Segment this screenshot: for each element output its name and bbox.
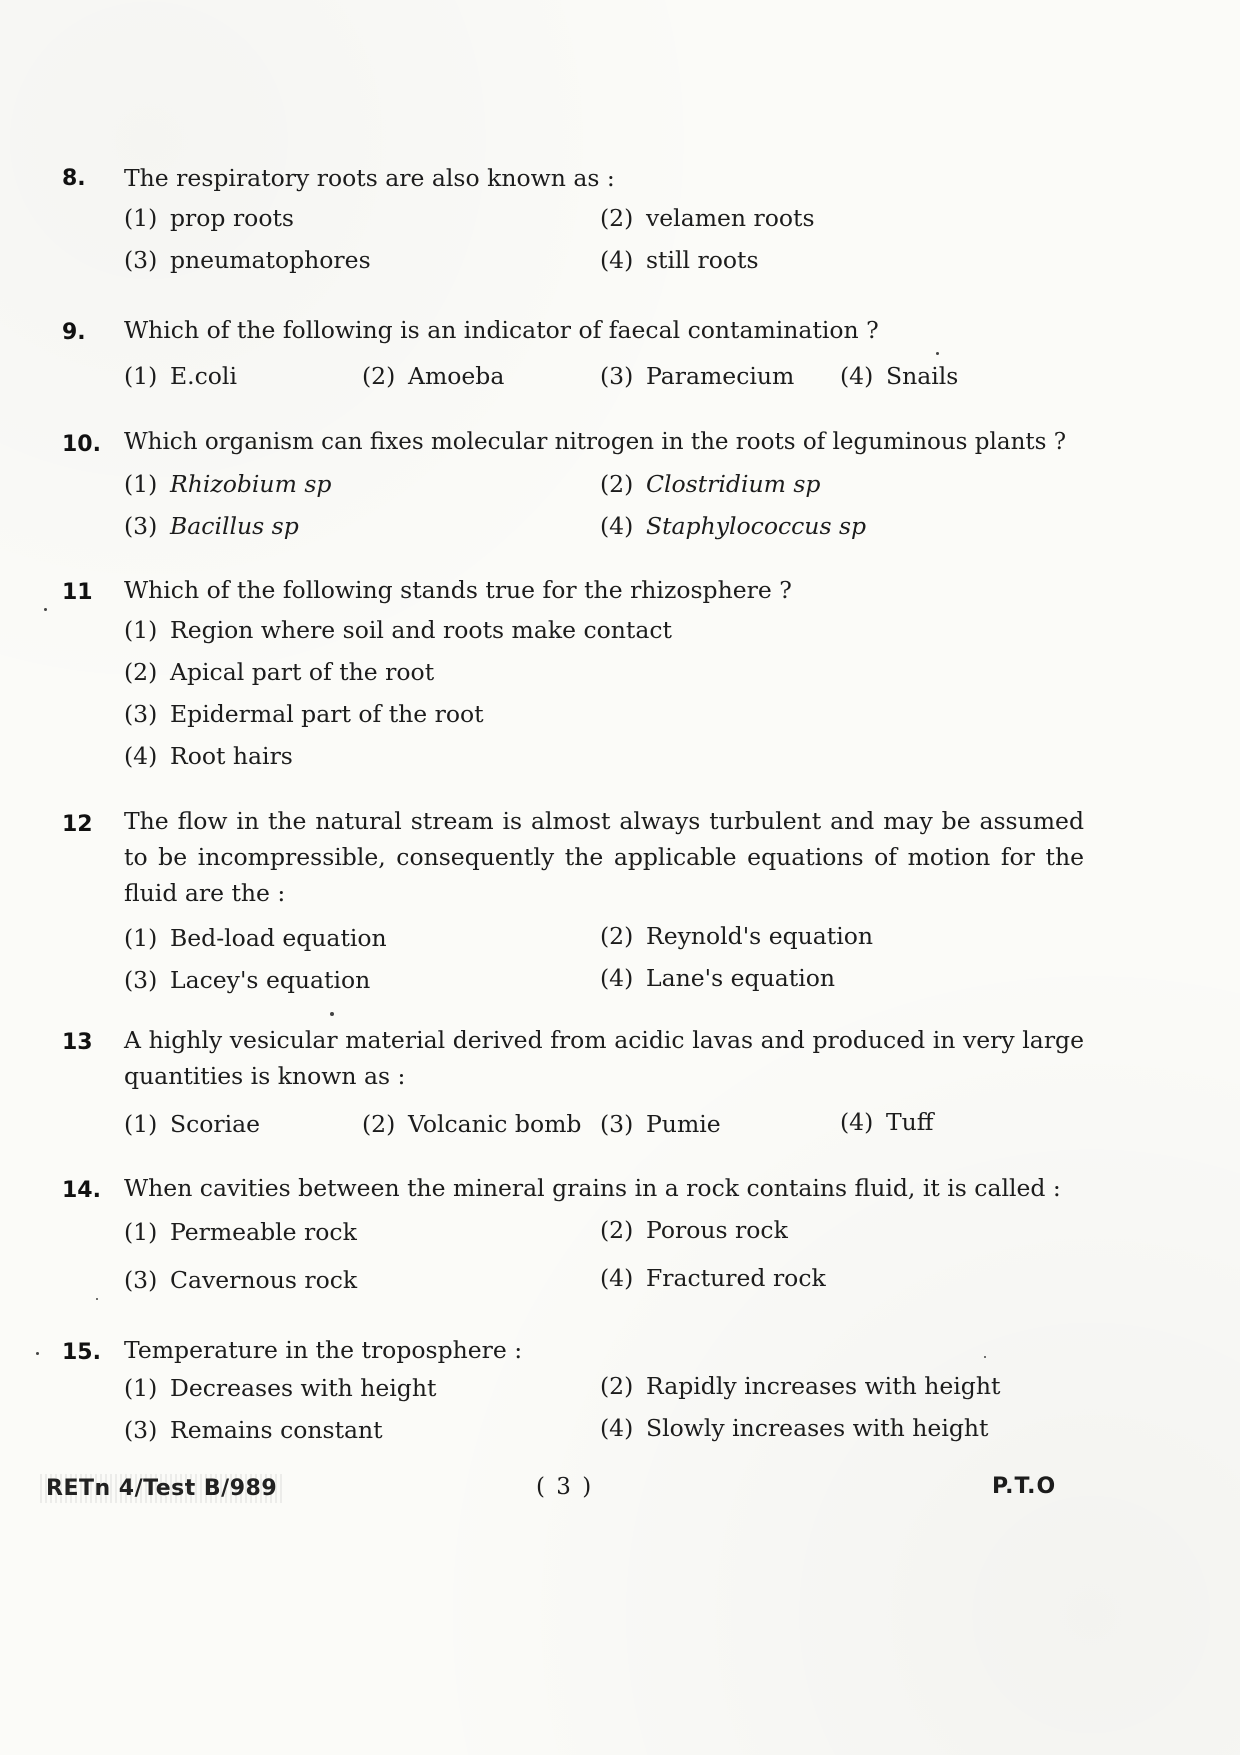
- option-number: (3): [124, 512, 158, 540]
- option-text: Volcanic bomb: [408, 1110, 582, 1138]
- option-number: (2): [124, 658, 158, 686]
- option-1: [124, 362, 237, 390]
- option-3: [124, 246, 371, 274]
- option-text: Bacillus sp: [170, 512, 299, 540]
- option-number: (2): [600, 1216, 634, 1244]
- option-1: [124, 616, 672, 644]
- option-text: Porous rock: [646, 1216, 788, 1244]
- option-number: (4): [600, 246, 634, 274]
- option-text: Region where soil and roots make contact: [170, 616, 672, 644]
- scan-speck: [36, 1352, 39, 1355]
- option-3: [124, 512, 299, 540]
- option-text: still roots: [646, 246, 759, 274]
- scan-speck: [984, 1356, 986, 1358]
- option-2: [362, 1110, 581, 1138]
- question-number: 10.: [62, 432, 101, 457]
- option-text: E.coli: [170, 362, 237, 390]
- option-number: (1): [124, 1110, 158, 1138]
- option-number: (1): [124, 470, 158, 498]
- option-text: Scoriae: [170, 1110, 261, 1138]
- question-number: 9.: [62, 320, 86, 345]
- question-text: A highly vesicular material derived from acidic lavas and produced in very large quantities is known as :: [124, 1026, 1084, 1090]
- option-2: [600, 1372, 1000, 1400]
- option-3: [600, 1110, 721, 1138]
- option-text: Epidermal part of the root: [170, 700, 484, 728]
- option-4: [600, 964, 835, 992]
- question-number: 14.: [62, 1178, 101, 1203]
- option-number: (3): [124, 1416, 158, 1444]
- option-number: (1): [124, 616, 158, 644]
- scan-speck: [96, 1298, 98, 1300]
- option-4: [600, 1264, 826, 1292]
- option-2: [600, 204, 815, 232]
- question-text: When cavities between the mineral grains in a rock contains fluid, it is called :: [124, 1174, 1061, 1202]
- option-text: Cavernous rock: [170, 1266, 358, 1294]
- scan-speck: [44, 608, 47, 611]
- question-text: The flow in the natural stream is almost always turbulent and may be assumed to be incompressible, consequently the applicable equations of motion for the fluid are the :: [124, 807, 1084, 907]
- option-3: [600, 362, 794, 390]
- option-text: Rapidly increases with height: [646, 1372, 1001, 1400]
- question-number: 11: [62, 580, 93, 605]
- option-4: [600, 246, 759, 274]
- option-text: Pumie: [646, 1110, 721, 1138]
- option-1: [124, 924, 387, 952]
- option-number: (1): [124, 1374, 158, 1402]
- option-number: (4): [600, 964, 634, 992]
- option-text: Paramecium: [646, 362, 795, 390]
- option-number: (1): [124, 924, 158, 952]
- option-1: [124, 1374, 436, 1402]
- page-number: ( 3 ): [536, 1474, 594, 1500]
- question-text: The respiratory roots are also known as :: [124, 164, 615, 192]
- option-number: (4): [840, 1108, 874, 1136]
- option-number: (2): [600, 1372, 634, 1400]
- question-text: Which of the following is an indicator of faecal contamination ?: [124, 316, 879, 344]
- option-text: Tuff: [886, 1108, 934, 1136]
- option-3: [124, 1416, 383, 1444]
- option-text: Remains constant: [170, 1416, 383, 1444]
- option-4: [600, 1414, 988, 1442]
- option-number: (4): [600, 1264, 634, 1292]
- option-text: Snails: [886, 362, 959, 390]
- option-number: (4): [124, 742, 158, 770]
- option-1: [124, 1218, 357, 1246]
- option-number: (3): [124, 1266, 158, 1294]
- pto-label: P.T.O: [992, 1474, 1057, 1499]
- option-text: Reynold's equation: [646, 922, 874, 950]
- option-number: (3): [124, 700, 158, 728]
- option-number: (2): [600, 470, 634, 498]
- option-text: Clostridium sp: [646, 470, 821, 498]
- option-text: Rhizobium sp: [170, 470, 332, 498]
- question-number: 8.: [62, 166, 86, 191]
- option-number: (3): [600, 1110, 634, 1138]
- question-number: 13: [62, 1030, 93, 1055]
- option-text: Root hairs: [170, 742, 293, 770]
- option-text: prop roots: [170, 204, 294, 232]
- option-number: (2): [362, 362, 396, 390]
- option-2: [600, 470, 820, 498]
- option-text: Permeable rock: [170, 1218, 357, 1246]
- option-number: (4): [840, 362, 874, 390]
- option-text: Lane's equation: [646, 964, 835, 992]
- option-number: (2): [362, 1110, 396, 1138]
- option-number: (3): [124, 966, 158, 994]
- option-text: pneumatophores: [170, 246, 371, 274]
- question-text: Which organism can fixes molecular nitrogen in the roots of leguminous plants ?: [124, 429, 1067, 455]
- option-number: (2): [600, 922, 634, 950]
- scan-speck: [936, 352, 939, 355]
- option-number: (1): [124, 1218, 158, 1246]
- option-3: [124, 1266, 357, 1294]
- option-4: [600, 512, 866, 540]
- option-text: Amoeba: [408, 362, 505, 390]
- option-text: Fractured rock: [646, 1264, 826, 1292]
- scan-speck: [330, 1012, 334, 1016]
- option-text: Lacey's equation: [170, 966, 371, 994]
- option-text: velamen roots: [646, 204, 815, 232]
- option-4: [840, 362, 958, 390]
- option-2: [124, 658, 434, 686]
- question-text: Temperature in the troposphere :: [124, 1336, 523, 1364]
- option-2: [362, 362, 504, 390]
- option-3: [124, 966, 370, 994]
- option-text: Decreases with height: [170, 1374, 437, 1402]
- option-text: Bed-load equation: [170, 924, 387, 952]
- option-text: Slowly increases with height: [646, 1414, 989, 1442]
- option-number: (2): [600, 204, 634, 232]
- option-3: [124, 700, 484, 728]
- option-number: (3): [124, 246, 158, 274]
- option-text: Staphylococcus sp: [646, 512, 867, 540]
- option-number: (1): [124, 204, 158, 232]
- option-1: [124, 470, 331, 498]
- option-4: [840, 1108, 934, 1136]
- option-number: (4): [600, 512, 634, 540]
- option-number: (1): [124, 362, 158, 390]
- question-text: Which of the following stands true for the rhizosphere ?: [124, 576, 792, 604]
- option-4: [124, 742, 293, 770]
- question-number: 12: [62, 812, 93, 837]
- option-1: [124, 204, 294, 232]
- option-text: Apical part of the root: [170, 658, 435, 686]
- question-number: 15.: [62, 1340, 101, 1365]
- option-2: [600, 922, 873, 950]
- option-1: [124, 1110, 260, 1138]
- option-number: (3): [600, 362, 634, 390]
- option-2: [600, 1216, 788, 1244]
- option-number: (4): [600, 1414, 634, 1442]
- paper-code: RETn 4/Test B/989: [40, 1474, 283, 1503]
